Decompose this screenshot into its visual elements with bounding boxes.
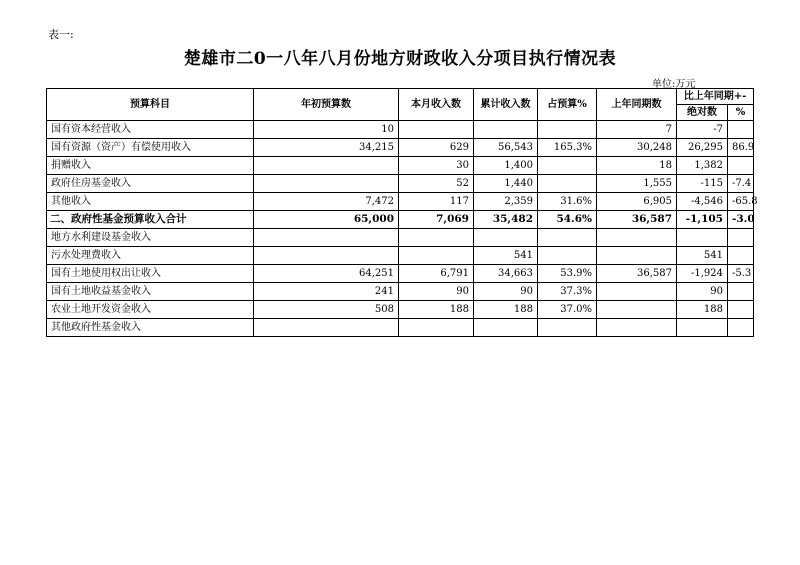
cell-pct — [538, 175, 597, 193]
table-row — [47, 157, 754, 175]
cell-percent: -65.8 — [728, 193, 754, 211]
cell-cumulative: 541 — [474, 247, 538, 265]
page-title: 楚雄市二0一八年八月份地方财政收入分项目执行情况表 — [183, 49, 617, 69]
cell-last-year — [597, 247, 677, 265]
cell-cumulative: 188 — [474, 301, 538, 319]
cell-item-name: 地方水利建设基金收入 — [47, 229, 254, 247]
cell-budget: 64,251 — [254, 265, 399, 283]
cell-budget — [254, 175, 399, 193]
cell-absolute: -4,546 — [677, 193, 728, 211]
cell-month — [399, 247, 474, 265]
cell-item-name: 国有资本经营收入 — [47, 121, 254, 139]
revenue-table — [46, 88, 758, 337]
cell-absolute — [677, 229, 728, 247]
cell-cumulative: 56,543 — [474, 139, 538, 157]
header-budget: 年初预算数 — [254, 89, 399, 121]
cell-cumulative: 1,440 — [474, 175, 538, 193]
cell-item-name: 国有资源（资产）有偿使用收入 — [47, 139, 254, 157]
cell-item-name: 捐赠收入 — [47, 157, 254, 175]
cell-budget — [254, 229, 399, 247]
cell-last-year: 30,248 — [597, 139, 677, 157]
cell-last-year — [597, 283, 677, 301]
cell-pct — [538, 247, 597, 265]
table-row — [47, 229, 754, 247]
cell-percent — [728, 121, 754, 139]
cell-budget — [254, 247, 399, 265]
header-percent: % — [728, 105, 754, 121]
cell-last-year: 6,905 — [597, 193, 677, 211]
cell-pct: 165.3% — [538, 139, 597, 157]
cell-percent — [728, 157, 754, 175]
cell-month — [399, 121, 474, 139]
cell-cumulative — [474, 319, 538, 337]
cell-absolute: 541 — [677, 247, 728, 265]
cell-month: 6,791 — [399, 265, 474, 283]
cell-pct: 54.6% — [538, 211, 597, 229]
cell-budget: 65,000 — [254, 211, 399, 229]
cell-cumulative: 35,482 — [474, 211, 538, 229]
header-row — [47, 89, 754, 105]
header-cumulative: 累计收入数 — [474, 89, 538, 121]
header-month: 本月收入数 — [399, 89, 474, 121]
cell-absolute: 1,382 — [677, 157, 728, 175]
table-row — [47, 175, 754, 193]
cell-month: 188 — [399, 301, 474, 319]
cell-pct: 53.9% — [538, 265, 597, 283]
cell-budget: 34,215 — [254, 139, 399, 157]
cell-percent — [728, 229, 754, 247]
header-compare: 比上年同期+- — [677, 89, 754, 105]
cell-pct — [538, 157, 597, 175]
cell-last-year — [597, 301, 677, 319]
cell-item-name: 政府住房基金收入 — [47, 175, 254, 193]
cell-pct: 37.3% — [538, 283, 597, 301]
cell-cumulative: 1,400 — [474, 157, 538, 175]
cell-last-year: 36,587 — [597, 211, 677, 229]
cell-last-year: 36,587 — [597, 265, 677, 283]
cell-month: 52 — [399, 175, 474, 193]
cell-budget: 7,472 — [254, 193, 399, 211]
cell-cumulative: 34,663 — [474, 265, 538, 283]
cell-percent: -3.0 — [728, 211, 754, 229]
cell-cumulative — [474, 121, 538, 139]
table-row — [47, 319, 754, 337]
header-last-year: 上年同期数 — [597, 89, 677, 121]
cell-item-name: 国有土地使用权出让收入 — [47, 265, 254, 283]
cell-absolute: 26,295 — [677, 139, 728, 157]
cell-percent — [728, 247, 754, 265]
cell-last-year: 7 — [597, 121, 677, 139]
cell-absolute: 90 — [677, 283, 728, 301]
table-row — [47, 283, 754, 301]
cell-absolute: -115 — [677, 175, 728, 193]
cell-percent — [728, 301, 754, 319]
cell-absolute: -1,105 — [677, 211, 728, 229]
cell-last-year: 1,555 — [597, 175, 677, 193]
cell-month: 90 — [399, 283, 474, 301]
cell-item-name: 二、政府性基金预算收入合计 — [47, 211, 254, 229]
cell-absolute: -7 — [677, 121, 728, 139]
cell-item-name: 其他收入 — [47, 193, 254, 211]
table-row — [47, 247, 754, 265]
cell-last-year: 18 — [597, 157, 677, 175]
table-row — [47, 211, 754, 229]
cell-month: 30 — [399, 157, 474, 175]
cell-cumulative: 2,359 — [474, 193, 538, 211]
unit-label: 单位:万元 — [652, 79, 696, 90]
cell-pct — [538, 121, 597, 139]
cell-budget — [254, 319, 399, 337]
cell-absolute: -1,924 — [677, 265, 728, 283]
cell-month — [399, 229, 474, 247]
cell-percent: -7.4 — [728, 175, 754, 193]
cell-month — [399, 319, 474, 337]
cell-pct: 31.6% — [538, 193, 597, 211]
cell-budget — [254, 157, 399, 175]
cell-last-year — [597, 319, 677, 337]
table-prefix-label: 表一: — [48, 28, 74, 41]
cell-pct — [538, 229, 597, 247]
cell-percent: -5.3 — [728, 265, 754, 283]
header-absolute: 绝对数 — [677, 105, 728, 121]
table-row — [47, 139, 754, 157]
cell-budget: 10 — [254, 121, 399, 139]
cell-percent — [728, 283, 754, 301]
cell-absolute — [677, 319, 728, 337]
cell-month: 7,069 — [399, 211, 474, 229]
cell-item-name: 其他政府性基金收入 — [47, 319, 254, 337]
cell-item-name: 国有土地收益基金收入 — [47, 283, 254, 301]
header-item: 预算科目 — [47, 89, 254, 121]
cell-cumulative: 90 — [474, 283, 538, 301]
table-body — [47, 89, 758, 337]
cell-month: 629 — [399, 139, 474, 157]
table-row — [47, 301, 754, 319]
cell-month: 117 — [399, 193, 474, 211]
cell-item-name: 污水处理费收入 — [47, 247, 254, 265]
table-row — [47, 193, 754, 211]
table-row — [47, 121, 754, 139]
cell-cumulative — [474, 229, 538, 247]
cell-percent — [728, 319, 754, 337]
cell-last-year — [597, 229, 677, 247]
table-row — [47, 265, 754, 283]
cell-budget: 508 — [254, 301, 399, 319]
cell-pct: 37.0% — [538, 301, 597, 319]
cell-percent: 86.9 — [728, 139, 754, 157]
cell-pct — [538, 319, 597, 337]
header-pct: 占预算% — [538, 89, 597, 121]
cell-absolute: 188 — [677, 301, 728, 319]
cell-budget: 241 — [254, 283, 399, 301]
cell-item-name: 农业土地开发资金收入 — [47, 301, 254, 319]
